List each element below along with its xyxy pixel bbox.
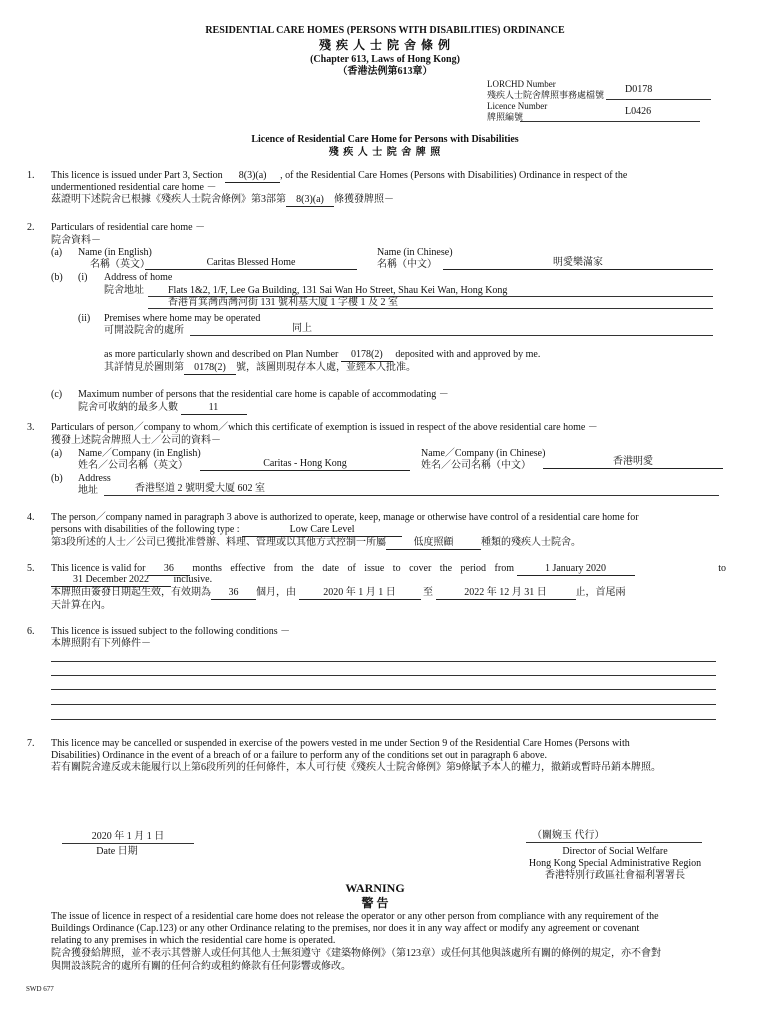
section-3-heading-zh: 獲發上述院舍牌照人士／公司的資料－ bbox=[51, 435, 221, 446]
chapter-en: (Chapter 613, Laws of Hong Kong) bbox=[310, 54, 460, 65]
lorchd-number: D0178 bbox=[625, 84, 653, 95]
plan-text-zh: 其詳情見於圖則第 0178(2) 號，該圖則現存本人處，並經本人批准。 bbox=[104, 362, 416, 373]
plan-number: 0178(2) bbox=[341, 349, 393, 362]
section-6-heading: This licence is issued subject to the following conditions － bbox=[51, 626, 291, 637]
warning-text-zh-b: 與開設該院舍的處所有關的任何合約或租約條款有任何影響或修改。 bbox=[51, 961, 351, 972]
operator-name-en-label-zh: 姓名／公司名稱（英文） bbox=[78, 460, 188, 471]
care-type-zh: 低度照顧 bbox=[386, 537, 481, 550]
valid-months-zh: 36 bbox=[211, 587, 256, 600]
director-title-zh: 香港特別行政區社會福利署署長 bbox=[545, 870, 685, 881]
section-4-text-a: The person／company named in paragraph 3 above is authorized to operate, keep, manage or otherwise have control of a residential care home for bbox=[51, 512, 639, 523]
section-5-number: 5. bbox=[27, 563, 35, 574]
section-3-number: 3. bbox=[27, 422, 35, 433]
premises-label-zh: 可開設院舍的處所 bbox=[104, 325, 184, 336]
item-c-label: (c) bbox=[51, 389, 63, 400]
section-7-number: 7. bbox=[27, 738, 35, 749]
section-ref-zh: 8(3)(a) bbox=[286, 194, 334, 207]
operator-address: 香港堅道 2 號明愛大厦 602 室 bbox=[135, 483, 265, 494]
max-persons-value: 11 bbox=[181, 402, 247, 415]
item-b-label: (b) bbox=[51, 272, 63, 283]
home-address-en: Flats 1&2, 1/F, Lee Ga Building, 131 Sai Wan Ho Street, Shau Kei Wan, Hong Kong bbox=[168, 285, 508, 296]
condition-line bbox=[51, 661, 716, 662]
lorchd-label-zh: 殘疾人士院舍牌照事務處檔號 bbox=[487, 90, 605, 100]
section-4-text-b: persons with disabilities of the following type : Low Care Level bbox=[51, 524, 402, 537]
warning-text-b: Buildings Ordinance (Cap.123) or any other Ordinance relating to the premises, nor does it in any way affect or modify any agreement or covenant bbox=[51, 923, 640, 934]
issue-date: 2020 年 1 月 1 日 bbox=[91, 831, 165, 842]
operator-name-zh-label: Name／Company (in Chinese) bbox=[421, 448, 546, 459]
warning-title-zh: 警 告 bbox=[361, 896, 389, 910]
valid-from-zh: 2020 年 1 月 1 日 bbox=[299, 587, 421, 600]
warning-text-c: relating to any premises in which the residential care home is operated. bbox=[51, 935, 336, 946]
lorchd-label-en: LORCHD Number bbox=[487, 79, 556, 89]
section-6-number: 6. bbox=[27, 626, 35, 637]
plan-text-en: as more particularly shown and described on Plan Number 0178(2) deposited with and approved by me. bbox=[104, 349, 541, 360]
operator-name-zh: 香港明愛 bbox=[543, 456, 723, 469]
region-en: Hong Kong Special Administrative Region bbox=[528, 858, 702, 869]
item-i-label: (i) bbox=[78, 272, 88, 283]
section-5-text-zh-b: 天計算在內。 bbox=[51, 600, 111, 611]
item-3b-label: (b) bbox=[51, 473, 63, 484]
section-7-text-a: This licence may be cancelled or suspended in exercise of the powers vested in me under Section 9 of the Residential Care Homes (Persons with bbox=[51, 738, 630, 749]
section-7-text-b: Disabilities) Ordinance in the event of a breach of or a failure to perform any of the conditions set out in paragraph 6 above. bbox=[51, 750, 547, 761]
form-code: SWD 677 bbox=[26, 985, 54, 993]
director-title-en: Director of Social Welfare bbox=[562, 846, 668, 857]
section-1-text: This licence is issued under Part 3, Section 8(3)(a) , of the Residential Care Homes (Persons with Disabilities) Ordinance in respect of the bbox=[51, 170, 628, 181]
section-2-number: 2. bbox=[27, 222, 35, 233]
section-3-heading: Particulars of person／company to whom／which this certificate of exemption is issued in respect of the above residential care home － bbox=[51, 422, 598, 433]
section-2-heading-zh: 院舍資料－ bbox=[51, 235, 101, 246]
home-name-zh: 明愛樂滿家 bbox=[443, 257, 713, 270]
item-ii-label: (ii) bbox=[78, 313, 91, 324]
condition-line bbox=[51, 689, 716, 690]
premises-value: 同上 bbox=[292, 323, 312, 334]
valid-to-en: 31 December 2022 bbox=[51, 574, 171, 587]
section-6-heading-zh: 本牌照附有下列條件－ bbox=[51, 638, 151, 649]
home-name-zh-label: Name (in Chinese) bbox=[377, 247, 453, 258]
condition-line bbox=[51, 704, 716, 705]
section-7-text-zh: 若有關院舍違反或未能履行以上第6段所列的任何條件，本人可行使《殘疾人士院舍條例》第9條賦予本人的權力，撤銷或暫時吊銷本牌照。 bbox=[51, 762, 661, 773]
section-1-text-zh: 茲證明下述院舍已根據《殘疾人士院舍條例》第3部第 8(3)(a) 條獲發牌照－ bbox=[51, 194, 394, 205]
section-ref: 8(3)(a) bbox=[225, 170, 280, 183]
item-3a-label: (a) bbox=[51, 448, 63, 459]
warning-title-en: WARNING bbox=[345, 881, 405, 895]
licence-number: L0426 bbox=[625, 106, 652, 117]
home-address-label: Address of home bbox=[104, 272, 173, 283]
plan-number-zh: 0178(2) bbox=[184, 362, 236, 375]
licence-title-zh: 殘 疾 人 士 院 舍 牌 照 bbox=[328, 147, 442, 158]
ordinance-title-en: RESIDENTIAL CARE HOMES (PERSONS WITH DISABILITIES) ORDINANCE bbox=[205, 25, 565, 36]
section-2-heading: Particulars of residential care home － bbox=[51, 222, 206, 233]
home-name-en: Caritas Blessed Home bbox=[145, 257, 357, 270]
ordinance-title-zh: 殘 疾 人 士 院 舍 條 例 bbox=[318, 38, 451, 52]
warning-text-zh-a: 院舍獲發給牌照，並不表示其營辦人或任何其他人士無須遵守《建築物條例》（第123章）或任何其他與該處所有關的條例的規定，亦不會對 bbox=[51, 948, 661, 959]
home-name-en-label: Name (in English) bbox=[78, 247, 152, 258]
valid-from-en: 1 January 2020 bbox=[517, 563, 635, 576]
section-5-text-b: 31 December 2022 inclusive. bbox=[51, 574, 212, 587]
operator-address-label: Address bbox=[78, 473, 111, 484]
operator-name-en: Caritas - Hong Kong bbox=[200, 458, 410, 471]
max-persons-zh: 院舍可收納的最多人數 11 bbox=[78, 402, 247, 415]
valid-months: 36 bbox=[148, 563, 190, 576]
warning-text-a: The issue of licence in respect of a residential care home does not release the operator or any other person from compliance with any requirement of the bbox=[51, 911, 659, 922]
chapter-zh: （香港法例第613章） bbox=[337, 66, 433, 77]
home-name-en-label-zh: 名稱（英文） bbox=[90, 259, 150, 270]
care-type-en: Low Care Level bbox=[242, 524, 402, 537]
valid-to-zh: 2022 年 12 月 31 日 bbox=[436, 587, 576, 600]
section-4-text-zh: 第3段所述的人士／公司已獲批准營辦、料理、管理或以其他方式控制一所屬 低度照顧 種類的殘疾人士院舍。 bbox=[51, 537, 581, 548]
section-4-number: 4. bbox=[27, 512, 35, 523]
licence-label-zh: 牌照編號 bbox=[487, 112, 524, 122]
max-persons-label: Maximum number of persons that the residential care home is capable of accommodating － bbox=[78, 389, 449, 400]
premises-label: Premises where home may be operated bbox=[104, 313, 261, 324]
home-address-zh: 香港筲箕灣西灣河街 131 號利基大厦 1 字樓 1 及 2 室 bbox=[168, 297, 398, 308]
licence-label-en: Licence Number bbox=[487, 101, 548, 111]
condition-line bbox=[51, 675, 716, 676]
licence-title-en: Licence of Residential Care Home for Persons with Disabilities bbox=[251, 134, 519, 145]
signer-name: （關婉玉 代行） bbox=[532, 830, 605, 841]
section-5-text-zh: 本牌照由簽發日期起生效，有效期為 36 個月，由 2020 年 1 月 1 日 至 2022 年 12 月 31 日 止，首尾兩 bbox=[51, 587, 626, 598]
operator-name-en-label: Name／Company (in English) bbox=[78, 448, 201, 459]
operator-name-zh-label-zh: 姓名／公司名稱（中文） bbox=[421, 460, 531, 471]
home-name-zh-label-zh: 名稱（中文） bbox=[377, 259, 437, 270]
section-1-number: 1. bbox=[27, 170, 35, 181]
operator-address-label-zh: 地址 bbox=[78, 485, 98, 496]
section-5-text-a: This licence is valid for 36 months effective from the date of issue to cover the period from 1 January 2020 to bbox=[51, 563, 726, 574]
home-address-label-zh: 院舍地址 bbox=[104, 285, 144, 296]
section-1-text-b: undermentioned residential care home － bbox=[51, 182, 217, 193]
condition-line bbox=[51, 719, 716, 720]
date-label: Date 日期 bbox=[96, 846, 138, 857]
item-a-label: (a) bbox=[51, 247, 63, 258]
